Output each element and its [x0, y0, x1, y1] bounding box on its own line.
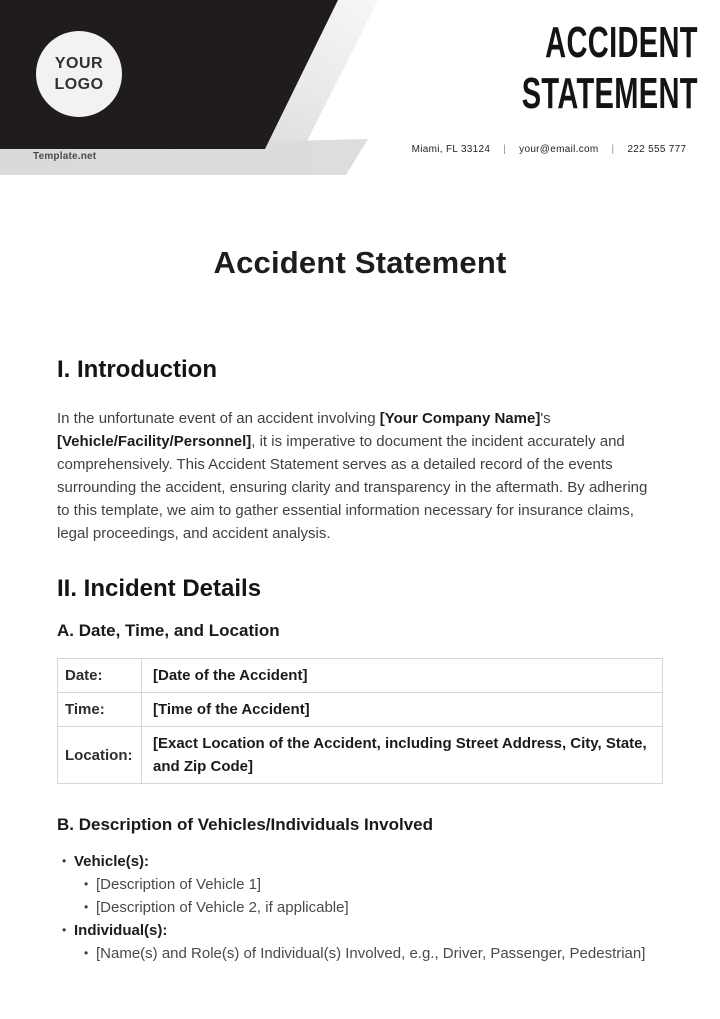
- contact-separator: |: [503, 144, 507, 155]
- row-value-date: [Date of the Accident]: [142, 659, 663, 693]
- contact-separator: |: [611, 144, 615, 155]
- list-item-text: [Description of Vehicle 2, if applicable]: [96, 899, 349, 916]
- company-logo: [36, 31, 122, 117]
- vehicle-facility-personnel-placeholder: [Vehicle/Facility/Personnel]: [57, 433, 252, 450]
- row-value-location: [Exact Location of the Accident, including Street Address, City, State, and Zip Code]: [142, 727, 663, 784]
- letterhead-title-line2: STATEMENT: [521, 69, 698, 118]
- page-title: Accident Statement: [213, 245, 507, 280]
- vehicles-individuals-heading: B. Description of Vehicles/Individuals Involved: [57, 815, 433, 834]
- introduction-paragraph: [57, 407, 663, 545]
- intro-text-1: In the unfortunate event of an accident involving: [57, 410, 380, 427]
- list-item-label: Individual(s):: [74, 922, 168, 939]
- letterhead-title-line1: ACCIDENT: [545, 18, 698, 67]
- introduction-heading: I. Introduction: [57, 356, 217, 383]
- list-item-vehicle-2: [57, 896, 663, 919]
- contact-location: Miami, FL 33124: [411, 144, 491, 155]
- row-label-time: Time:: [58, 693, 142, 727]
- row-value-time: [Time of the Accident]: [142, 693, 663, 727]
- section-introduction: [57, 354, 663, 545]
- row-label-date: Date:: [58, 659, 142, 693]
- bullet-icon: •: [84, 900, 89, 914]
- section-incident-details: [57, 573, 663, 965]
- date-time-location-heading: A. Date, Time, and Location: [57, 621, 280, 640]
- letterhead-title: [522, 17, 698, 119]
- logo-text-line1: YOUR: [54, 55, 104, 72]
- list-item-text: [Name(s) and Role(s) of Individual(s) Involved, e.g., Driver, Passenger, Pedestrian]: [96, 945, 646, 962]
- intro-text-2: 's: [540, 410, 551, 427]
- list-item-individual-names: [57, 942, 663, 965]
- document-content: [0, 244, 720, 965]
- list-item-label: Vehicle(s):: [74, 853, 150, 870]
- table-row: [58, 693, 663, 727]
- bullet-icon: •: [84, 946, 89, 960]
- vehicles-individuals-list: [57, 850, 663, 965]
- intro-text-3: , it is imperative to document the incident accurately and comprehensively. This Accident Statement serves as a detailed record of the events surrounding the accident, ensuring clarity and transparency in the aftermath. By adhering to this template, we aim to gather essential information necessary for insurance claims, legal proceedings, and accident analysis.: [57, 433, 648, 542]
- contact-phone: 222 555 777: [627, 144, 687, 155]
- letterhead: [0, 0, 720, 176]
- list-item-vehicles: [57, 850, 663, 873]
- brand-watermark: Template.net: [33, 151, 97, 162]
- date-time-location-table: [57, 658, 663, 784]
- contact-email: your@email.com: [519, 144, 599, 155]
- list-item-vehicle-1: [57, 873, 663, 896]
- bullet-icon: •: [62, 923, 67, 937]
- table-row: [58, 659, 663, 693]
- contact-info: [404, 144, 694, 155]
- incident-details-heading: II. Incident Details: [57, 575, 262, 602]
- list-item-individuals: [57, 919, 663, 942]
- bullet-icon: •: [62, 854, 67, 868]
- row-label-location: Location:: [58, 727, 142, 784]
- bullet-icon: •: [84, 877, 89, 891]
- table-row: [58, 727, 663, 784]
- list-item-text: [Description of Vehicle 1]: [96, 876, 262, 893]
- company-name-placeholder: [Your Company Name]: [379, 410, 541, 427]
- logo-text-line2: LOGO: [54, 76, 104, 93]
